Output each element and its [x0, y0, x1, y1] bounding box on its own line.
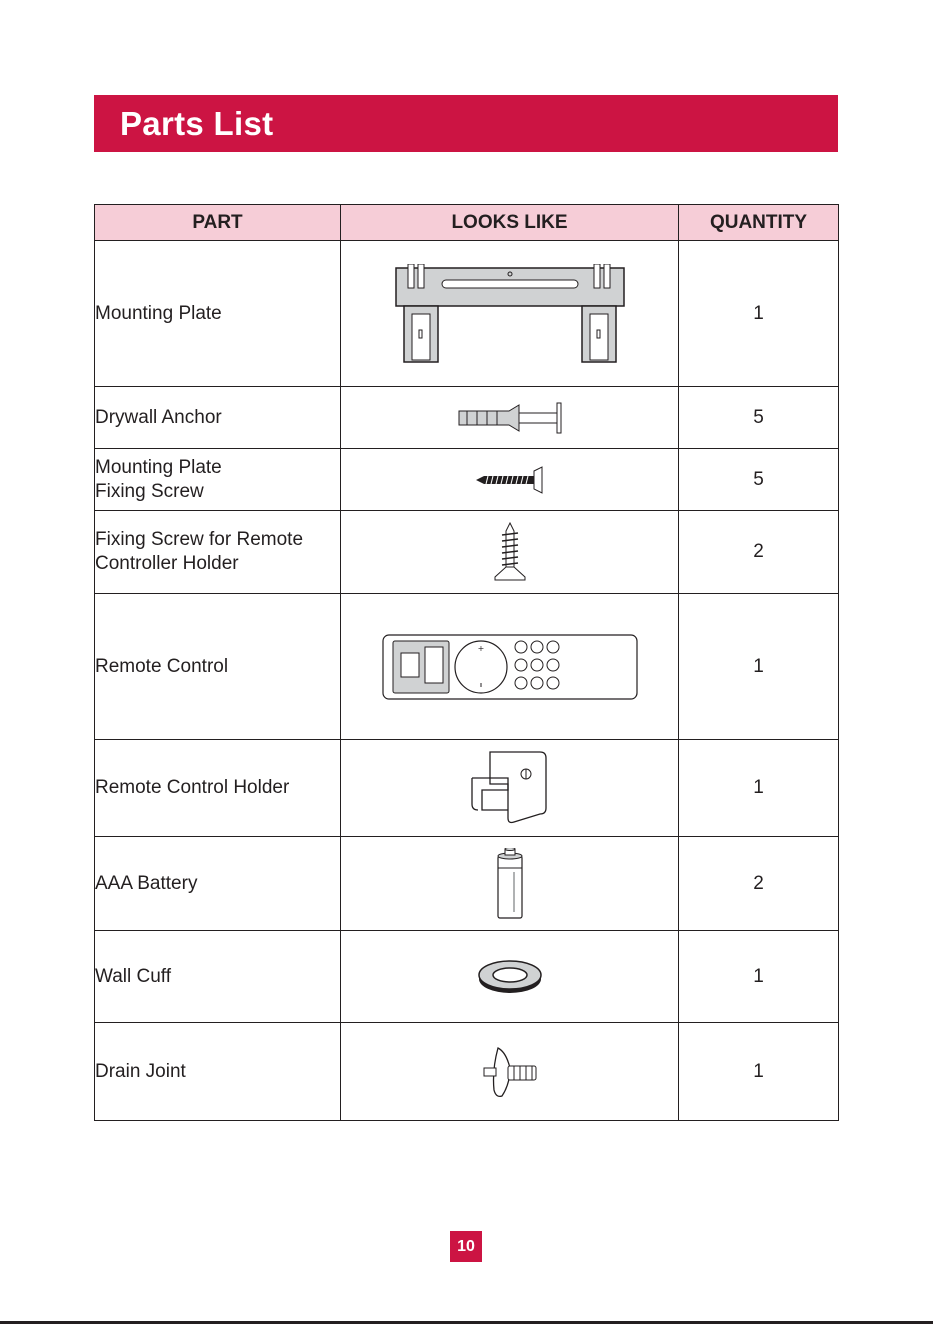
- quantity-cell: 1: [679, 931, 839, 1023]
- parts-table: [94, 204, 839, 1121]
- remote-holder-icon: [468, 748, 552, 828]
- drywall-anchor-icon: [455, 401, 565, 435]
- page-title: Parts List: [120, 105, 274, 142]
- quantity-cell: 1: [679, 594, 839, 740]
- part-name: Remote Control Holder: [95, 777, 290, 798]
- page-number: 10: [450, 1231, 482, 1262]
- part-name: AAA Battery: [95, 872, 198, 894]
- table-row: [95, 837, 839, 931]
- table-row: [95, 1023, 839, 1121]
- wall-cuff-icon: [477, 959, 543, 995]
- column-header-quantity: QUANTITY: [679, 205, 839, 241]
- part-name: Drywall Anchor: [95, 406, 222, 428]
- table-row: [95, 449, 839, 511]
- column-header-looks-like: LOOKS LIKE: [341, 205, 679, 241]
- quantity-cell: 2: [679, 511, 839, 594]
- part-name: Mounting Plate Fixing Screw: [95, 456, 222, 502]
- svg-text:+: +: [477, 643, 484, 653]
- table-row: [95, 511, 839, 594]
- quantity-cell: 5: [679, 449, 839, 511]
- table-row: [95, 387, 839, 449]
- part-name: Wall Cuff: [95, 965, 172, 987]
- table-header-row: [95, 205, 839, 241]
- title-banner: [94, 95, 838, 152]
- fixing-screw-icon: [474, 465, 546, 495]
- quantity-cell: 2: [679, 837, 839, 931]
- quantity-cell: 1: [679, 1023, 839, 1121]
- part-name: Remote Control: [95, 655, 229, 677]
- mounting-plate-icon: [392, 264, 628, 364]
- quantity-cell: 1: [679, 740, 839, 837]
- quantity-cell: 1: [679, 241, 839, 387]
- table-row: [95, 241, 839, 387]
- part-name: Fixing Screw for Remote Controller Holder: [95, 529, 304, 574]
- battery-icon: [494, 848, 526, 920]
- part-name: Mounting Plate: [95, 302, 222, 324]
- column-header-part: PART: [95, 205, 341, 241]
- remote-control-icon: [381, 633, 639, 701]
- drain-joint-icon: [480, 1044, 540, 1100]
- quantity-cell: 5: [679, 387, 839, 449]
- part-name: Drain Joint: [95, 1060, 186, 1082]
- table-row: [95, 931, 839, 1023]
- table-row: [95, 740, 839, 837]
- table-row: [95, 594, 839, 740]
- holder-screw-icon: [493, 521, 527, 583]
